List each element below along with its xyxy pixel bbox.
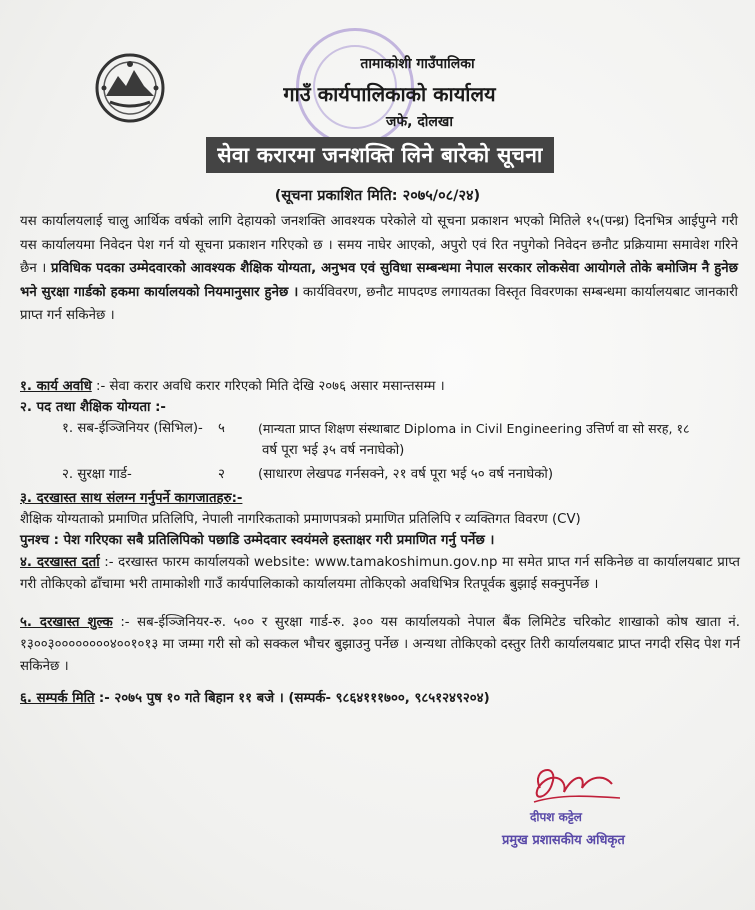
intro-part-1: यस कार्यालयलाई चालु आर्थिक वर्षको लागि देहायको जनशक्ति आवश्यक परेकोले यो सूचना प्रकाशन भएको मितिले १५(पन्ध्र) दिनभित्र आईपुग्ने गरी यस कार्यालयमा निवेदन पेश गर्न यो सूचना प्रकाशन गरिएको छ । समय नाघेर आएको, अपुरो एवं रित नपुगेको निवेदन छनौट प्रक्रियामा समावेश गरिने छैन । bbox=[20, 214, 738, 276]
position-2-requirement: (साधारण लेखपढ गर्नसक्ने, २१ वर्ष पूरा भई ५० वर्ष ननाघेको) bbox=[258, 467, 554, 482]
section-4-label: ४. दरखास्त दर्ता bbox=[20, 555, 100, 570]
intro-paragraph bbox=[20, 210, 738, 328]
section-3-line-1: शैक्षिक योग्यताको प्रमाणित प्रतिलिपि, नेपाली नागरिकताको प्रमाणपत्रको प्रमाणित प्रतिलिपि र व्यक्तिगत विवरण (CV) bbox=[20, 512, 581, 527]
section-1-label: १. कार्य अवधि bbox=[20, 379, 92, 394]
section-2-label: २. पद तथा शैक्षिक योग्यता :- bbox=[20, 400, 166, 415]
section-3-label: ३. दरखास्त साथ संलग्न गर्नुपर्ने कागजातहरु:- bbox=[20, 491, 243, 506]
office-name: गाउँ कार्यपालिकाको कार्यालय bbox=[283, 82, 496, 106]
section-registration bbox=[20, 552, 740, 596]
section-4-text: :- दरखास्त फारम कार्यालयको website: www.tamakoshimun.gov.np मा समेत प्राप्त गर्न सकिनेछ वा कार्यालयबाट प्राप्त गरी तोकिएको ढाँचामा भरी तामाकोशी गाउँ कार्यपालिकाको कार्यालयमा तोकिएको अवधिभित्र रितपूर्वक बुझाई सक्नुपर्नेछ । bbox=[20, 555, 740, 592]
section-3-line-2: पुनश्च : पेश गरिएका सबै प्रतिलिपिको पछाडि उम्मेदवार स्वयंमले हस्ताक्षर गरी प्रमाणित गर्नु पर्नेछ । bbox=[20, 533, 495, 548]
section-contact bbox=[20, 688, 740, 709]
municipality-name: तामाकोशी गाउँपालिका bbox=[360, 56, 475, 72]
position-1-requirement-cont: वर्ष पूरा भई ३५ वर्ष ननाघेको) bbox=[262, 443, 405, 458]
position-1-requirement: (मान्यता प्राप्त शिक्षण संस्थाबाट Diploma in Civil Engineering उत्तिर्ण वा सो सरह, १८ bbox=[258, 421, 690, 436]
position-1-count: ५ bbox=[218, 421, 225, 436]
section-1-text: :- सेवा करार अवधि करार गरिएको मिति देखि २०७६ असार मसान्तसम्म । bbox=[96, 379, 445, 394]
intro-part-3: कार्यविवरण, छनौट मापदण्ड लगायतका विस्तृत विवरणका सम्बन्धमा कार्यालयबाट जानकारी प्राप्त गर्न सकिनेछ । bbox=[20, 284, 738, 323]
section-6-text: :- २०७५ पुष १० गते बिहान ११ बजे । (सम्पर्क- ९८६४१११७००, ९८५१२४९२०४) bbox=[98, 691, 490, 706]
signatory-name: दीपश कट्टेल bbox=[530, 810, 582, 824]
section-5-text: :- सब-ईञ्जिनियर-रु. ५०० र सुरक्षा गार्ड-रु. ३०० यस कार्यालयको नेपाल बैंक लिमिटेड चरिकोट शाखाको कोष खाता नं. १३००३००००००००४००१०१३ मा जम्मा गरी सो को सक्कल भौचर बुझाउनु पर्नेछ । अन्यथा तोकिएको दस्तुर तिरी कार्यालयबाट प्राप्त नगदी रसिद पेश गर्न सकिनेछ । bbox=[20, 615, 741, 674]
signatory-title: प्रमुख प्रशासकीय अधिकृत bbox=[502, 833, 625, 848]
position-2-name: २. सुरक्षा गार्ड- bbox=[62, 467, 132, 482]
section-documents bbox=[20, 488, 740, 551]
position-1-name: १. सब-ईञ्जिनियर (सिभिल)- bbox=[62, 421, 203, 436]
intro-part-2: प्रविधिक पदका उम्मेदवारको आवश्यक शैक्षिक योग्यता, अनुभव एवं सुविधा सम्बन्धमा नेपाल सरकार लोकसेवा आयोगले तोके बमोजिम नै हुनेछ भने सुरक्षा गार्डको हकमा कार्यालयको नियमानुसार हुनेछ । bbox=[20, 261, 739, 300]
section-positions bbox=[20, 397, 740, 418]
section-5-label: ५. दरखास्त शुल्क bbox=[20, 615, 113, 630]
section-6-label: ६. सम्पर्क मिति bbox=[20, 691, 95, 706]
office-location: जफे, दोलखा bbox=[385, 114, 453, 130]
section-work-period bbox=[20, 376, 740, 397]
position-2-count: २ bbox=[218, 467, 225, 482]
publication-date: (सूचना प्रकाशित मिति: २०७५/०८/२४) bbox=[274, 188, 481, 204]
section-fee bbox=[20, 612, 740, 678]
notice-title: सेवा करारमा जनशक्ति लिने बारेको सूचना bbox=[206, 137, 554, 173]
